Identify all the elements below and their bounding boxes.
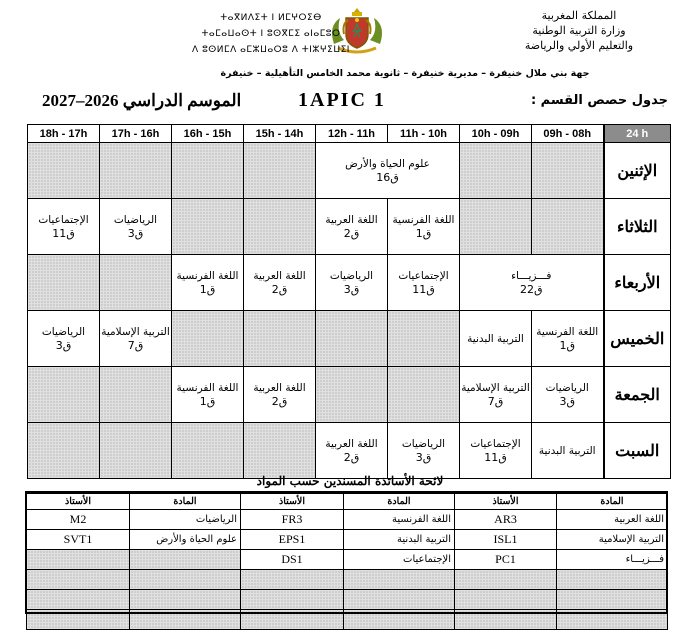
day-row: [28, 199, 671, 255]
ministry-arabic: [499, 8, 659, 53]
empty-slot: [28, 255, 100, 311]
schedule-header-row: [28, 125, 671, 143]
teacher-row: [27, 570, 241, 590]
empty-slot: [100, 367, 172, 423]
teacher-row: [241, 530, 455, 550]
subject-name: اللغة العربية: [325, 213, 378, 226]
empty-cell: [344, 590, 455, 610]
class-session: [100, 311, 172, 367]
teacher-code: AR3: [455, 510, 557, 530]
room-number: ق11: [52, 226, 75, 240]
subject-name: التربية الإسلامية: [101, 325, 170, 338]
subject-col-header: المادة: [130, 494, 241, 510]
room-number: ق2: [343, 450, 360, 464]
class-session: [316, 255, 388, 311]
time-slot-header: 15h - 14h: [244, 125, 316, 143]
tifinagh-line-2: ⵜⴰⵎⴰⵡⴰⵙⵜ ⵏ ⵓⵙⴳⵎⵉ ⴰⵏⴰⵎⵓⵔ: [201, 29, 341, 39]
day-row: [28, 367, 671, 423]
subject-name: اللغة العربية: [253, 381, 306, 394]
teacher-code: DS1: [241, 550, 344, 570]
ministry-label: وزارة التربية الوطنية: [532, 24, 626, 37]
tifinagh-line-3: ⴷ ⵓⵙⵍⵎⴷ ⴰⵎⵣⵡⴰⵔⵓ ⴷ ⵜⵏⵣⵖⵉⵡⵉⵏ: [192, 45, 350, 55]
time-slot-header: 18h - 17h: [28, 125, 100, 143]
teacher-row: [27, 550, 241, 570]
room-number: ق7: [487, 394, 504, 408]
teacher-subject: التربية البدنية: [344, 530, 455, 550]
empty-cell: [130, 570, 241, 590]
room-number: ق3: [55, 338, 72, 352]
empty-slot: [460, 199, 532, 255]
subject-name: التربية الإسلامية: [461, 381, 530, 394]
class-session: [460, 311, 532, 367]
teacher-row: [455, 530, 668, 550]
teacher-row: [27, 590, 241, 610]
day-name: الجمعة: [604, 367, 671, 423]
empty-cell: [130, 590, 241, 610]
empty-cell: [241, 590, 344, 610]
teacher-row: [455, 570, 668, 590]
time-slot-header: 09h - 08h: [532, 125, 604, 143]
empty-cell: [130, 610, 241, 630]
class-session: [316, 423, 388, 479]
class-session: [532, 423, 604, 479]
teacher-row: [27, 530, 241, 550]
empty-slot: [388, 367, 460, 423]
empty-slot: [28, 367, 100, 423]
day-name: السبت: [604, 423, 671, 479]
class-session: [244, 255, 316, 311]
class-session: [388, 255, 460, 311]
teacher-row: [241, 570, 455, 590]
teacher-col-header: الأستاذ: [27, 494, 130, 510]
empty-slot: [244, 199, 316, 255]
room-number: ق2: [271, 394, 288, 408]
subject-name: الرياضيات: [41, 325, 86, 338]
subject-name: اللغة الفرنسية: [176, 381, 239, 394]
class-session: [388, 199, 460, 255]
teacher-row: [455, 590, 668, 610]
teacher-code: FR3: [241, 510, 344, 530]
teacher-subject: اللغة الفرنسية: [344, 510, 455, 530]
class-session: [316, 143, 460, 199]
empty-cell: [130, 550, 241, 570]
teacher-subject: فـــزيـــاء: [557, 550, 668, 570]
day-name: الخميس: [604, 311, 671, 367]
room-number: ق11: [484, 450, 507, 464]
teacher-code: M2: [27, 510, 130, 530]
time-slot-header: 11h - 10h: [388, 125, 460, 143]
empty-slot: [316, 311, 388, 367]
empty-cell: [27, 610, 130, 630]
class-session: [244, 367, 316, 423]
day-row: [28, 255, 671, 311]
empty-slot: [460, 143, 532, 199]
empty-slot: [532, 143, 604, 199]
subject-name: الإجتماعيات: [38, 213, 89, 226]
empty-slot: [100, 423, 172, 479]
class-name: 1APIC 1: [298, 89, 386, 111]
class-session: [100, 199, 172, 255]
empty-slot: [172, 311, 244, 367]
empty-cell: [557, 570, 668, 590]
subject-name: علوم الحياة والأرض: [345, 157, 430, 170]
time-slot-header: 17h - 16h: [100, 125, 172, 143]
teacher-col-header: الأستاذ: [241, 494, 344, 510]
class-session: [28, 311, 100, 367]
day-row: [28, 423, 671, 479]
room-number: ق3: [127, 226, 144, 240]
class-session: [460, 367, 532, 423]
teacher-header-row: [27, 494, 241, 510]
teacher-row: [455, 510, 668, 530]
empty-slot: [172, 199, 244, 255]
room-number: ق2: [343, 226, 360, 240]
hours-total: 24 h: [604, 125, 671, 143]
school-year: [42, 91, 241, 111]
season-years: 2026–2027: [42, 91, 119, 110]
class-session: [172, 255, 244, 311]
season-label: الموسم الدراسي: [122, 91, 242, 110]
time-slot-header: 10h - 09h: [460, 125, 532, 143]
teacher-code: ISL1: [455, 530, 557, 550]
empty-slot: [244, 423, 316, 479]
time-slot-header: 12h - 11h: [316, 125, 388, 143]
room-number: ق7: [127, 338, 144, 352]
empty-cell: [557, 590, 668, 610]
schedule-body: [28, 143, 671, 479]
teacher-code: SVT1: [27, 530, 130, 550]
empty-slot: [388, 311, 460, 367]
teacher-code: EPS1: [241, 530, 344, 550]
region-school-line: جهة بني ملال خنيفرة – مديرية خنيفرة – ثانوية محمد الخامس التأهيلية – خنيفرة: [220, 68, 590, 79]
subject-name: اللغة العربية: [253, 269, 306, 282]
subject-name: الرياضيات: [545, 381, 589, 394]
class-session: [532, 311, 604, 367]
empty-slot: [244, 143, 316, 199]
teacher-row: [455, 550, 668, 570]
time-slot-header: 16h - 15h: [172, 125, 244, 143]
empty-slot: [100, 255, 172, 311]
day-row: [28, 143, 671, 199]
teacher-row: [27, 610, 241, 630]
teacher-header-row: [455, 494, 668, 510]
kingdom-label: المملكة المغربية: [541, 9, 617, 22]
subject-name: اللغة الفرنسية: [176, 269, 239, 282]
class-session: [460, 423, 532, 479]
subject-name: التربية البدنية: [538, 444, 596, 457]
teacher-col-header: الأستاذ: [455, 494, 557, 510]
subject-name: الرياضيات: [401, 437, 446, 450]
empty-cell: [27, 570, 130, 590]
subject-name: اللغة الفرنسية: [536, 325, 599, 338]
day-name: الثلاثاء: [604, 199, 671, 255]
teacher-group: [240, 493, 455, 630]
teachers-list-title: لائحة الأساتذة المسندين حسب المواد: [256, 474, 444, 488]
subject-name: الإجتماعيات: [470, 437, 521, 450]
room-number: ق3: [415, 450, 432, 464]
room-number: ق16: [376, 170, 399, 184]
teacher-row: [27, 510, 241, 530]
teacher-row: [241, 610, 455, 630]
empty-slot: [532, 199, 604, 255]
empty-cell: [344, 570, 455, 590]
empty-cell: [344, 610, 455, 630]
subject-name: الرياضيات: [113, 213, 158, 226]
teacher-row: [241, 510, 455, 530]
teacher-header-row: [241, 494, 455, 510]
class-session: [316, 199, 388, 255]
empty-slot: [172, 423, 244, 479]
class-session: [460, 255, 604, 311]
teacher-row: [241, 550, 455, 570]
day-row: [28, 311, 671, 367]
empty-cell: [241, 610, 344, 630]
teacher-row: [241, 590, 455, 610]
ministry-tifinagh: [186, 10, 356, 58]
room-number: ق1: [415, 226, 432, 240]
teacher-subject: علوم الحياة والأرض: [130, 530, 241, 550]
schedule-table: [27, 124, 671, 479]
empty-cell: [557, 610, 668, 630]
schedule-label: جدول حصص القسم :: [530, 93, 668, 108]
teacher-subject: الرياضيات: [130, 510, 241, 530]
room-number: ق3: [343, 282, 360, 296]
teacher-subject: اللغة العربية: [557, 510, 668, 530]
subject-name: التربية البدنية: [467, 332, 524, 345]
empty-slot: [28, 423, 100, 479]
room-number: ق2: [271, 282, 288, 296]
teacher-row: [455, 610, 668, 630]
room-number: ق1: [559, 338, 576, 352]
ministry-label-2: والتعليم الأولي والرياضة: [524, 39, 634, 52]
empty-cell: [455, 610, 557, 630]
teacher-subject: التربية الإسلامية: [557, 530, 668, 550]
subject-name: فـــزيـــاء: [511, 269, 552, 282]
class-session: [28, 199, 100, 255]
empty-slot: [244, 311, 316, 367]
class-session: [388, 423, 460, 479]
teacher-code: PC1: [455, 550, 557, 570]
subject-name: اللغة الفرنسية: [392, 213, 455, 226]
teacher-group: [26, 493, 241, 630]
room-number: ق3: [559, 394, 576, 408]
empty-slot: [100, 143, 172, 199]
empty-slot: [316, 367, 388, 423]
class-session: [172, 367, 244, 423]
room-number: ق11: [412, 282, 435, 296]
title-row: [28, 91, 668, 115]
day-name: الأربعاء: [604, 255, 671, 311]
subject-col-header: المادة: [557, 494, 668, 510]
subject-name: اللغة العربية: [325, 437, 378, 450]
class-session: [532, 367, 604, 423]
empty-slot: [28, 143, 100, 199]
empty-cell: [241, 570, 344, 590]
empty-slot: [172, 143, 244, 199]
subject-name: الرياضيات: [329, 269, 374, 282]
empty-cell: [27, 550, 130, 570]
room-number: ق1: [199, 394, 216, 408]
empty-cell: [27, 590, 130, 610]
subject-name: الإجتماعيات: [398, 269, 449, 282]
tifinagh-line-1: ⵜⴰⴳⵍⴷⵉⵜ ⵏ ⵍⵎⵖⵔⵉⴱ: [220, 13, 322, 23]
room-number: ق1: [199, 282, 216, 296]
empty-cell: [455, 570, 557, 590]
room-number: ق22: [519, 282, 543, 296]
teacher-group: [454, 493, 668, 630]
subject-col-header: المادة: [344, 494, 455, 510]
empty-cell: [455, 590, 557, 610]
day-name: الإثنين: [604, 143, 671, 199]
teacher-subject: الإجتماعيات: [344, 550, 455, 570]
